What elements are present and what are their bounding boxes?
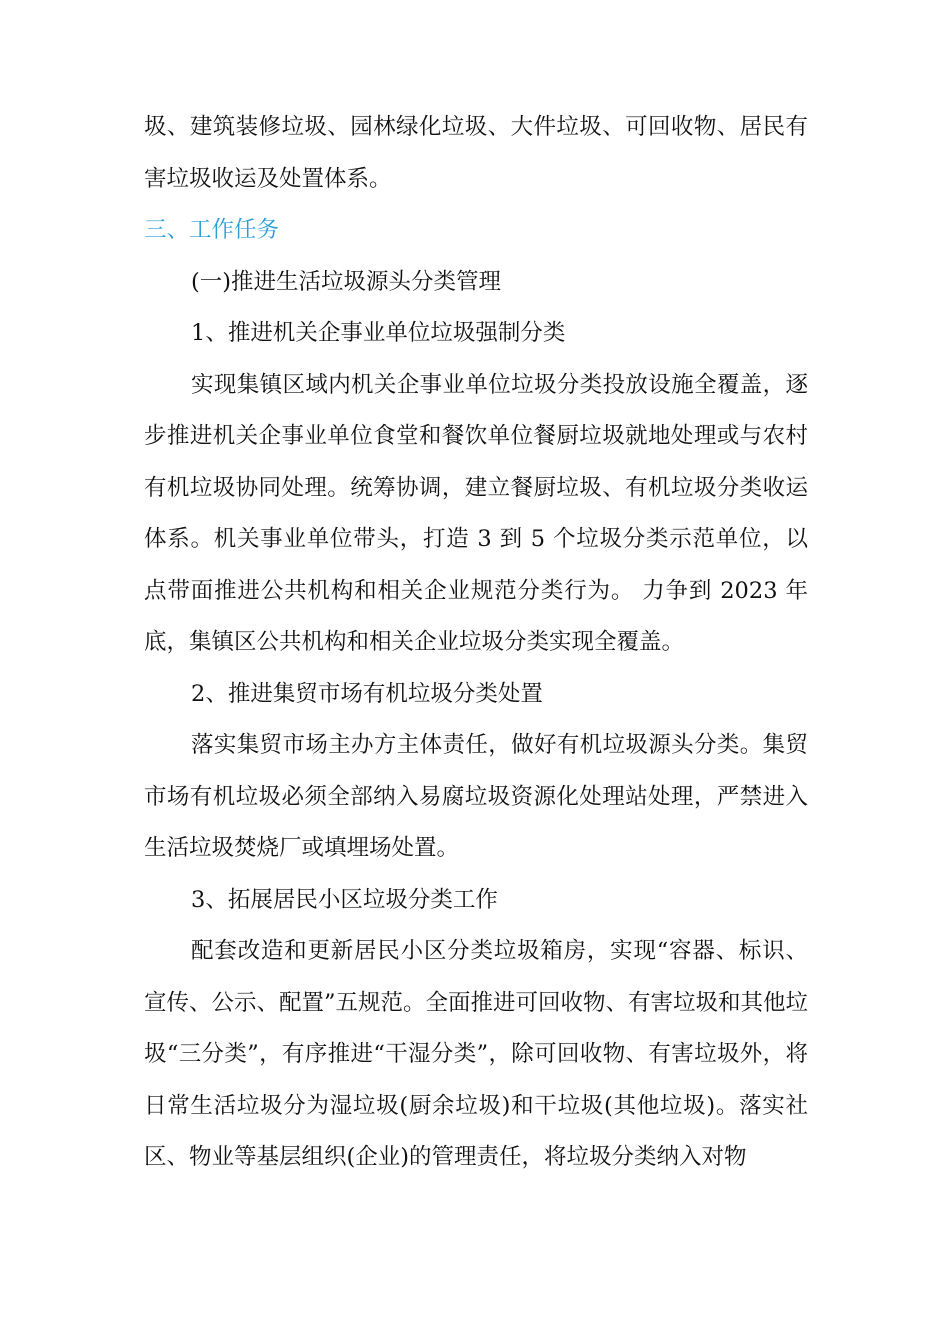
section-heading: 三、工作任务 <box>144 217 280 243</box>
item-heading-2: 2、推进集贸市场有机垃圾分类处置 <box>191 680 543 707</box>
body-paragraph-2: 落实集贸市场主办方主体责任，做好有机垃圾源头分类。集贸市场有机垃圾必须全部纳入易腐垃圾资源化处理站处理，严禁进入生活垃圾焚烧厂或填埋场处置。 <box>144 732 808 861</box>
body-paragraph-3: 配套改造和更新居民小区分类垃圾箱房，实现“容器、标识、宣传、公示、配置”五规范。全面推进可回收物、有害垃圾和其他垃圾“三分类”，有序推进“干湿分类”，除可回收物、有害垃圾外，将日常生活垃圾分为湿垃圾(厨余垃圾)和干垃圾(其他垃圾)。落实社区、物业等基层组织(企业)的管理责任，将垃圾分类纳入对物 <box>144 938 809 1170</box>
body-paragraph-1: 实现集镇区域内机关企事业单位垃圾分类投放设施全覆盖，逐步推进机关企事业单位食堂和餐饮单位餐厨垃圾就地处理或与农村有机垃圾协同处理。统筹协调，建立餐厨垃圾、有机垃圾分类收运体系。机关事业单位带头，打造 3 到 5 个垃圾分类示范单位，以点带面推进公共机构和相关企业规范分类行为。 力争到 2023 年底，集镇区公共机构和相关企业垃圾分类实现全覆盖。 <box>144 371 808 655</box>
item-heading-3: 3、拓展居民小区垃圾分类工作 <box>191 886 498 913</box>
subsection-heading: (一)推进生活垃圾源头分类管理 <box>191 268 502 295</box>
paragraph-continuation: 圾、建筑装修垃圾、园林绿化垃圾、大件垃圾、可回收物、居民有害垃圾收运及处置体系。 <box>144 114 808 192</box>
item-heading-1: 1、推进机关企事业单位垃圾强制分类 <box>191 320 566 346</box>
document-body <box>144 102 808 1184</box>
